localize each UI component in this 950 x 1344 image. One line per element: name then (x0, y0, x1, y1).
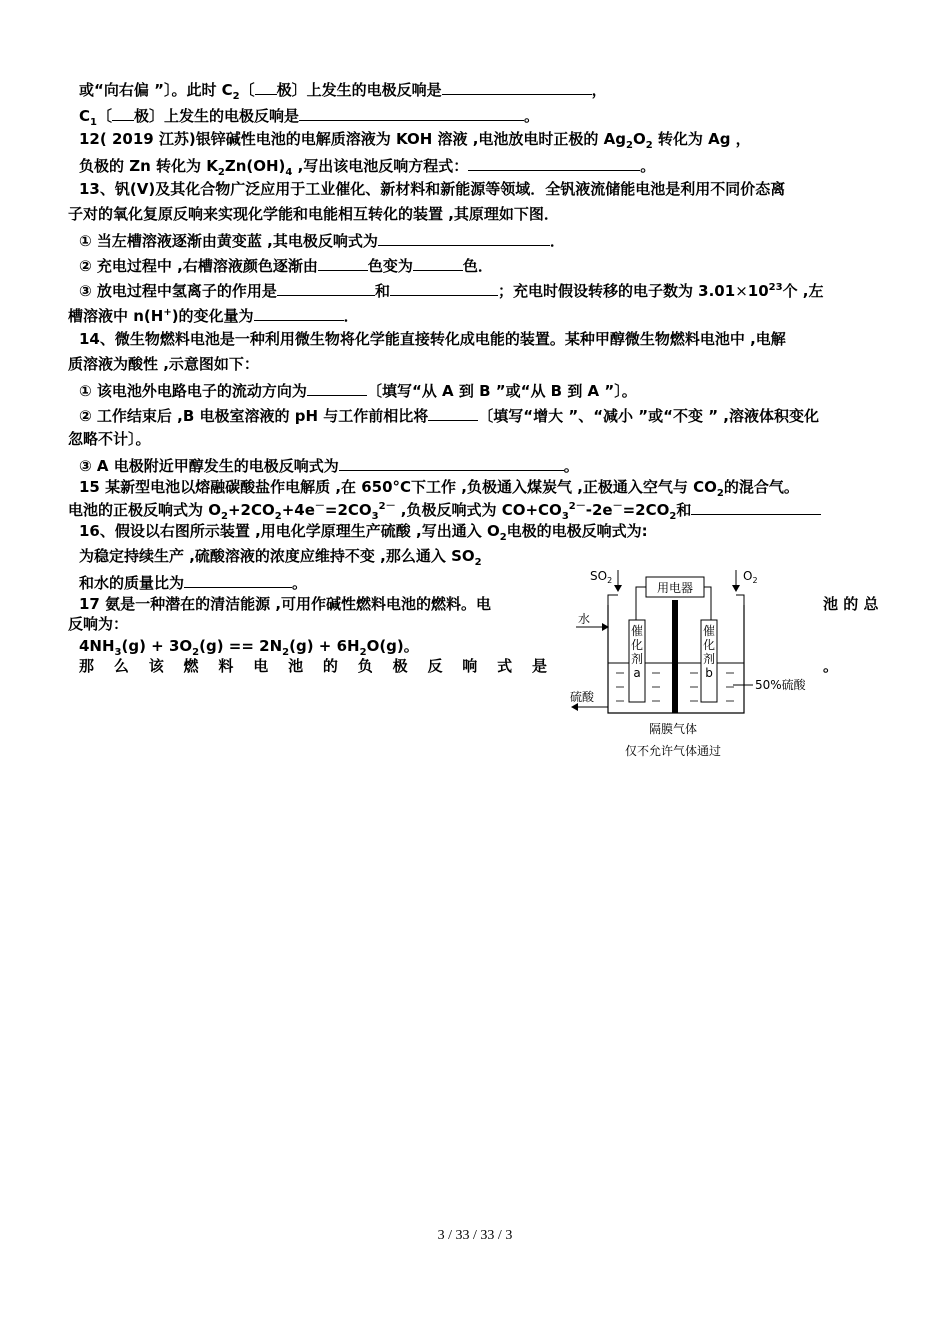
question-13-part3-cont: 槽溶液中 n(H+)的变化量为 ． (68, 304, 359, 326)
question-16-line3: 和水的质量比为 。 (79, 571, 307, 593)
svg-text:化: 化 (630, 638, 644, 652)
question-15-line2: 电池的正极反响式为 $O_2+2CO_2+4e^-=2CO_3^{2-}$ ,负极反响式为 $CO+CO_3^{2-}-2e^-=2CO_2$和 (68, 498, 821, 520)
question-13-part3: ③ 放电过程中氢离子的作用是 和 ；充电时假设转移的电子数为 $3.01\times 10^{23}$个 ,左 (79, 279, 823, 301)
acid-50-label: 50%硫酸 (755, 678, 806, 692)
question-17-equation: $4NH_3(g) + 3O_2(g) == 2N_2(g) + 6H_2O(g)$。 (79, 637, 419, 658)
question-14-part3: ③ A 电极附近甲醇发生的电极反响式为 。 (79, 454, 579, 476)
wire-right (704, 587, 711, 620)
question-13-part1: ① 当左槽溶液逐渐由黄变蓝 ,其电极反响式为 ． (79, 229, 565, 251)
answer-blank[interactable] (254, 304, 344, 321)
answer-blank[interactable] (318, 254, 368, 271)
acid-outlet-label: 硫酸 (570, 690, 595, 704)
o2-label: $O_2$ (743, 569, 758, 585)
question-14-part1: ① 该电池外电路电子的流动方向为 〔填写“从 A 到 B ”或“从 B 到 A ”〕。 (79, 379, 637, 401)
question-13-line2: 子对的氧化复原反响来实现化学能和电能相互转化的装置 ,其原理如下图． (68, 205, 559, 223)
answer-blank[interactable] (277, 279, 375, 296)
question-15-line1: 15 某新型电池以熔融碳酸盐作电解质 ,在 650°C下工作 ,负极通入煤炭气 ,正极通入空气与 $CO_2$的混合气。 (79, 478, 799, 499)
question-16-line1: 16、假设以右图所示装置 ,用电化学原理生产硫酸 ,写出通入 $O_2$电极的电极反响式为: (79, 522, 648, 543)
answer-blank[interactable] (112, 104, 134, 121)
question-13-part2: ② 充电过程中 ,右槽溶液颜色逐渐由 色变为 色． (79, 254, 493, 276)
question-17-line4-end: 。 (823, 657, 839, 675)
svg-text:剂: 剂 (630, 652, 644, 666)
wire-left (636, 587, 646, 620)
answer-blank[interactable] (339, 454, 564, 471)
answer-blank[interactable] (378, 229, 550, 246)
so2-arrow (614, 585, 622, 592)
membrane-label: 隔膜气体 (648, 722, 698, 736)
question-17-line4: 那 么 该 燃 料 电 池 的 负 极 反 响 式 是 (79, 657, 547, 675)
answer-blank[interactable] (413, 254, 463, 271)
answer-blank[interactable] (390, 279, 498, 296)
question-17-line2: 反响为： (68, 615, 129, 633)
question-17-line1: 17 氨是一种潜在的清洁能源 ,可用作碱性燃料电池的燃料。电 (79, 595, 492, 613)
answer-blank[interactable] (255, 78, 277, 95)
question-11-cont-line2: $C_1$〔 极〕上发生的电极反响是 。 (79, 104, 539, 126)
question-13-line1: 13、钒(V)及其化合物广泛应用于工业催化、新材料和新能源等领域．全钒液流储能电池是利用不同价态离 (79, 180, 786, 198)
o2-arrow (732, 585, 740, 592)
question-14-line2: 质溶液为酸性 ,示意图如下： (68, 355, 259, 373)
question-17-line1-end: 池 的 总 (823, 595, 879, 613)
svg-text:催: 催 (630, 624, 644, 638)
electrode-b-label: b (705, 666, 713, 680)
question-12-line2: 负极的 Zn 转化为 $K_2Zn(OH)_4$ ,写出该电池反响方程式： 。 (79, 154, 655, 176)
membrane (672, 600, 678, 713)
question-14-part2: ② 工作结束后 ,B 电极室溶液的 pH 与工作前相比将 〔填写“增大 ”、“减小 ”或“不变 ” ,溶液体积变化 (79, 404, 819, 426)
question-12-line1: 12( 2019 江苏)银锌碱性电池的电解质溶液为 KOH 溶液 ,电池放电时正极的 $Ag_2O_2$ 转化为 Ag ， (79, 130, 751, 151)
answer-blank[interactable] (307, 379, 367, 396)
device-label: 用电器 (656, 581, 694, 595)
question-11-cont-line1: 或“向右偏 ”〕。此时 $C_2$〔 极〕上发生的电极反响是 ， (79, 78, 607, 100)
answer-blank[interactable] (299, 104, 524, 121)
question-16-line2: 为稳定持续生产 ,硫酸溶液的浓度应维持不变 ,那么通入 $SO_2$ (79, 547, 482, 568)
answer-blank[interactable] (468, 154, 640, 171)
answer-blank[interactable] (442, 78, 592, 95)
svg-text:化: 化 (702, 638, 716, 652)
electrode-a-label: a (633, 666, 641, 680)
answer-blank[interactable] (691, 498, 821, 515)
water-label: 水 (578, 612, 591, 626)
so2-label: $SO_2$ (590, 569, 613, 585)
svg-text:催: 催 (702, 624, 716, 638)
electrolysis-cell-diagram (568, 565, 848, 765)
question-14-part2-cont: 忽略不计〕。 (68, 430, 151, 448)
acid-outlet-arrow (571, 703, 578, 711)
page-footer: 3 / 33 / 33 / 3 (437, 1228, 513, 1243)
svg-text:剂: 剂 (702, 652, 716, 666)
membrane-note: 仅不允许气体通过 (624, 744, 722, 758)
answer-blank[interactable] (184, 571, 292, 588)
question-14-line1: 14、微生物燃料电池是一种利用微生物将化学能直接转化成电能的装置。某种甲醇微生物燃料电池中 ,电解 (79, 330, 786, 348)
answer-blank[interactable] (428, 404, 478, 421)
